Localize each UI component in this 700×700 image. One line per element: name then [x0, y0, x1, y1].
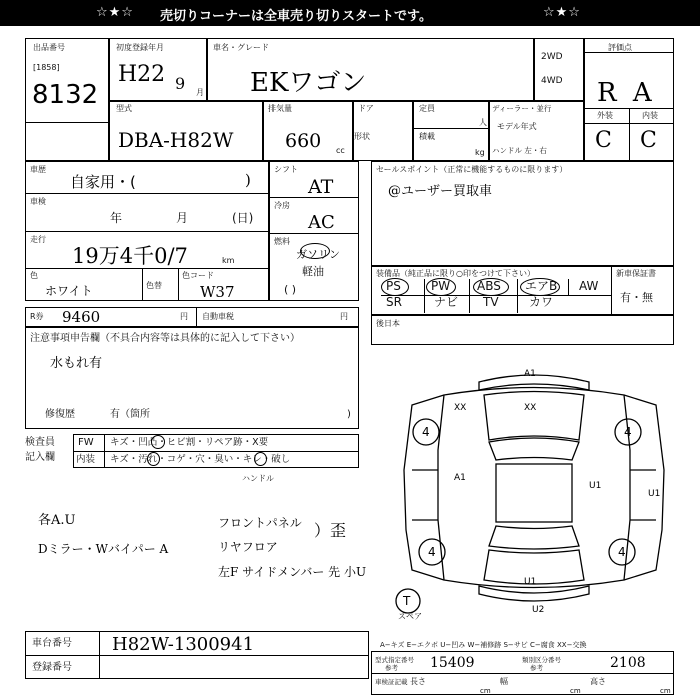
- equip-sr: SR: [386, 295, 402, 309]
- dimensions-label: 車検証記載: [375, 678, 408, 686]
- grade-interior: C: [640, 128, 657, 153]
- mileage-label: 走行: [30, 235, 46, 244]
- equip-pw-circle: [426, 278, 456, 296]
- notes-label: 注意事項申告欄（不具合内容等は具体的に記入して下さい）: [30, 333, 300, 344]
- diagram-mark-9: U1: [589, 481, 602, 491]
- inspector-note-3: フロントパネル: [218, 516, 302, 530]
- dimension-height-unit: cm: [660, 687, 671, 695]
- fuel-light-oil: 軽油: [302, 265, 324, 278]
- chassis-value: H82W-1300941: [112, 634, 255, 655]
- color-label: 色: [30, 271, 38, 280]
- ac-label: 冷房: [274, 201, 290, 210]
- selling-points-box: [371, 161, 674, 266]
- shift-label: シフト: [274, 165, 298, 174]
- inspector-note-5: 左F サイドメンバー 先 小U: [218, 565, 367, 579]
- equip-abs-circle: [473, 278, 509, 296]
- diagram-mark-0: A1: [524, 369, 536, 379]
- inspector-note-bracket: ）歪: [314, 521, 347, 540]
- equipment-label: 装備品（純正品に限り○印をつけて下さい）: [376, 269, 535, 278]
- dimension-width: 幅: [500, 677, 508, 686]
- rear-box: [371, 315, 674, 345]
- inspector-fw-items: キズ・凹凸・ヒビ割・リペア跡・X要: [110, 437, 269, 448]
- category-number-value: 2108: [610, 655, 646, 671]
- diagram-mark-4: 4: [624, 425, 632, 439]
- equip-ps-circle: [381, 278, 409, 296]
- inspector-label-1: 検査員: [25, 437, 55, 448]
- grade-exterior: C: [595, 128, 612, 153]
- category-number-label: 類別区分番号: [522, 656, 561, 664]
- inspection-label: 車検: [30, 197, 46, 206]
- usage-close: ): [245, 171, 251, 189]
- banner-message: 売切りコーナーは全車売り切りスタートです。: [160, 9, 432, 24]
- fuel-gasoline: ガソリン: [296, 248, 340, 261]
- shape-label: 形状: [354, 132, 370, 141]
- notes-note: 水もれ有: [50, 356, 103, 371]
- fuel-gasoline-circle: [300, 243, 330, 259]
- top-banner: [0, 0, 700, 26]
- dealer-handle: ハンドル 左・右: [492, 146, 547, 155]
- equip-aw: AW: [579, 279, 599, 293]
- inspector-fw-label: FW: [78, 437, 94, 448]
- recycle-unit: 円: [180, 312, 188, 321]
- equip-abs: ABS: [477, 279, 501, 293]
- capacity-label: 定員: [419, 104, 435, 113]
- form-number-label: 型式指定番号: [375, 656, 414, 664]
- diagram-hood: [484, 392, 584, 441]
- inspector-note-4: リヤフロア: [218, 540, 278, 554]
- repair-value: 有（箇所: [110, 409, 150, 420]
- mileage-unit: km: [222, 256, 235, 265]
- load-unit: kg: [475, 148, 485, 157]
- selling-points-note: @ユーザー買取車: [388, 184, 493, 199]
- diagram-roof: [496, 464, 572, 522]
- equip-airbag-circle: [520, 278, 560, 296]
- inspection-month: 月: [176, 211, 189, 225]
- equip-leather: カワ: [529, 295, 554, 309]
- mileage-value: 19万4千0/7: [72, 244, 188, 268]
- inspector-note-2: Dミラー・Wバイパー A: [38, 542, 169, 556]
- fuel-paren: ( ): [284, 283, 297, 296]
- registration-label: 初度登録年月: [116, 43, 164, 52]
- diagram-mark-8: 4: [618, 545, 626, 559]
- inspection-year: 年: [110, 211, 123, 225]
- int-circle-1: [147, 452, 160, 466]
- drive-box: [534, 38, 584, 101]
- drive-4wd: 4WD: [541, 76, 563, 86]
- diagram-mark-7: 4: [428, 545, 436, 559]
- doors-label: ドア: [358, 104, 374, 113]
- grade-score: R A: [597, 78, 656, 108]
- model-label: 型式: [116, 104, 132, 113]
- dimension-length: 長さ: [410, 677, 426, 686]
- capacity-unit: 人: [479, 118, 487, 127]
- diagram-mark-5: A1: [454, 473, 466, 483]
- registration-month-unit: 月: [196, 88, 204, 97]
- dimension-height: 高さ: [590, 677, 606, 686]
- color-code: W37: [200, 283, 235, 301]
- color-change-label: 色替: [146, 281, 162, 290]
- diagram-mark-11: U2: [532, 605, 545, 615]
- diagram-mark-1: XX: [454, 403, 467, 413]
- lot-number: 8132: [32, 80, 99, 110]
- grade-exterior-label: 外装: [597, 111, 613, 120]
- inspector-label-2: 記入欄: [25, 452, 55, 463]
- rear-box-label: 後日本: [376, 319, 400, 328]
- recycle-value: 9460: [62, 308, 101, 326]
- equip-tv: TV: [483, 295, 499, 309]
- displacement-unit: cc: [336, 146, 345, 155]
- dimension-width-unit: cm: [570, 687, 581, 695]
- load-label: 積載: [419, 132, 435, 141]
- color-code-label: 色コード: [182, 271, 214, 280]
- displacement-label: 排気量: [268, 104, 292, 113]
- shift-value: AT: [308, 176, 334, 198]
- recycle-label: R券: [30, 312, 44, 321]
- dimension-length-unit: cm: [480, 687, 491, 695]
- grade-label: 評価点: [608, 43, 632, 52]
- color-value: ホワイト: [45, 284, 93, 298]
- equip-pw: PW: [431, 279, 451, 293]
- diagram-mark-2: XX: [524, 403, 537, 413]
- drive-2wd: 2WD: [541, 52, 563, 62]
- car-name: EKワゴン: [250, 68, 367, 98]
- car-name-label: 車名・グレード: [213, 43, 269, 52]
- inspector-int-label: 内装: [76, 454, 96, 465]
- int-circle-2: [254, 452, 267, 466]
- inspector-handle-note: ハンドル: [242, 474, 274, 483]
- lot-label: 出品番号: [33, 43, 65, 52]
- reg-number-label: 登録番号: [32, 662, 72, 673]
- fuel-label: 燃料: [274, 237, 290, 246]
- damage-legend: A−キズ E−エクボ U−凹み W−補修跡 S−サビ C−腐食 XX−交換: [380, 641, 587, 649]
- category-number-ref: 参考: [530, 664, 543, 672]
- repair-close: ): [347, 409, 351, 420]
- diagram-windshield: [489, 438, 579, 460]
- form-number-value: 15409: [430, 655, 475, 671]
- diagram-rear-bumper: [479, 586, 589, 601]
- inspection-day: (日): [232, 211, 254, 225]
- chassis-label: 車台番号: [32, 638, 72, 649]
- form-number-ref: 参考: [385, 664, 398, 672]
- registration-year: H22: [118, 62, 166, 87]
- diagram-mark-12: T: [403, 594, 411, 608]
- spare-label: スペア: [398, 612, 422, 621]
- grade-interior-label: 内装: [642, 111, 658, 120]
- dealer-label: ディーラー・並行: [492, 104, 552, 113]
- diagram-mark-10: U1: [524, 577, 537, 587]
- ac-value: AC: [308, 212, 335, 233]
- equip-airbag: エアB: [525, 279, 558, 293]
- auto-tax-label: 自動車税: [202, 312, 234, 321]
- selling-points-label: セールスポイント（正常に機能するものに限ります）: [376, 165, 568, 174]
- displacement-value: 660: [285, 130, 322, 152]
- auto-tax-unit: 円: [340, 312, 348, 321]
- banner-stars-right: ☆★☆: [543, 5, 581, 20]
- new-car-warranty-label: 新車保証書: [616, 269, 656, 278]
- diagram-mark-6: U1: [648, 489, 661, 499]
- usage-label: 車歴: [30, 165, 46, 174]
- diagram-rear-window: [489, 526, 579, 549]
- diagram-mark-3: 4: [422, 425, 430, 439]
- model-value: DBA-H82W: [118, 128, 234, 152]
- inspector-int-items: キズ・汚れ・コゲ・穴・臭い・キレ・破し: [110, 454, 291, 465]
- equip-navi: ナビ: [434, 295, 459, 309]
- inspector-note-1: 各A.U: [38, 513, 76, 528]
- new-car-warranty-value: 有・無: [620, 291, 653, 304]
- fw-circle: [151, 435, 165, 449]
- registration-month: 9: [175, 74, 186, 93]
- equip-ps: PS: [386, 279, 401, 293]
- car-damage-diagram: [384, 360, 674, 615]
- banner-stars-left: ☆★☆: [96, 5, 134, 20]
- usage-value: 自家用・(: [70, 173, 136, 191]
- dealer-model-year: モデル年式: [497, 122, 537, 131]
- repair-label: 修復歴: [45, 409, 75, 420]
- lot-subcode: [1858]: [33, 63, 60, 72]
